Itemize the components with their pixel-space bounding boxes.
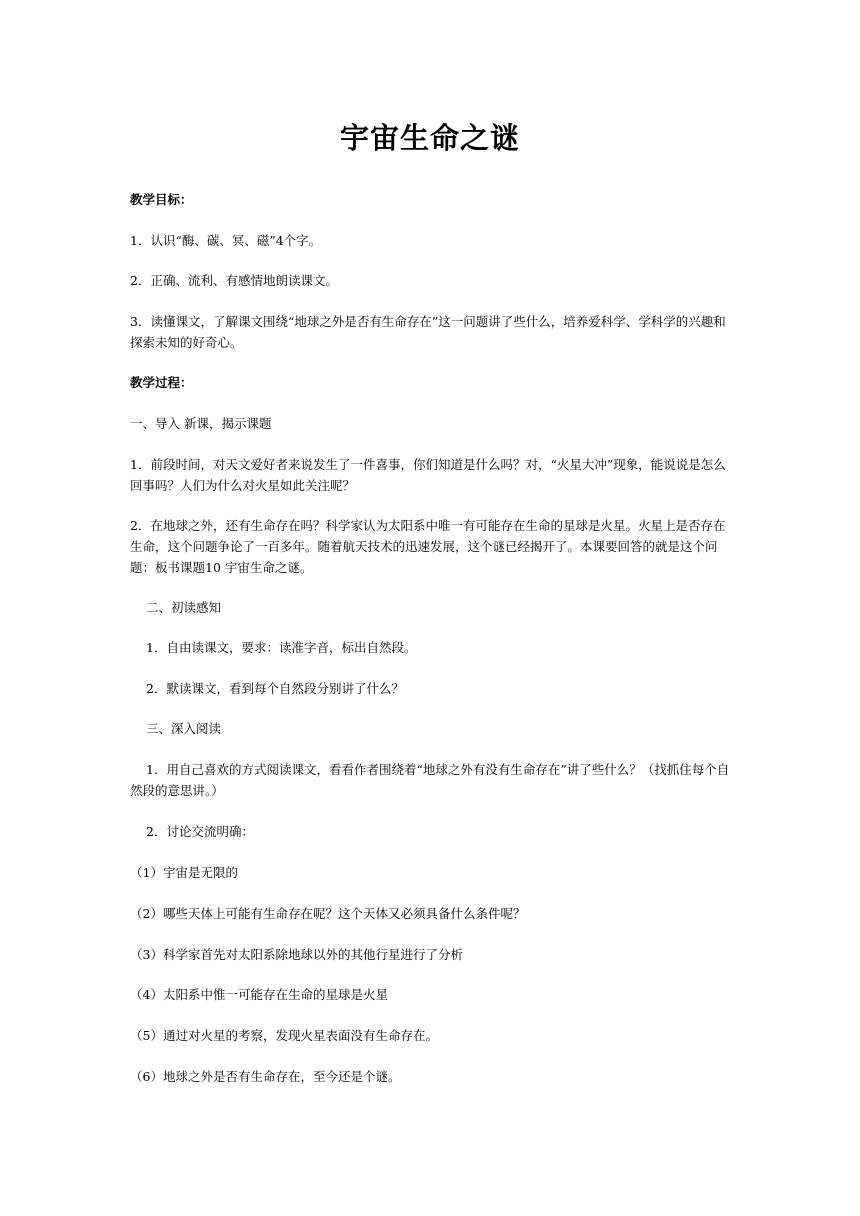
process-paragraph: 1．用自己喜欢的方式阅读课文，看看作者围绕着“地球之外有没有生命存在”讲了些什么？（找抓住每个自然段的意思讲。） (130, 762, 730, 798)
list-item: （5）通过对火星的考察，发现火星表面没有生命存在。 (130, 1028, 438, 1043)
objective-item: 1．认识“酶、碳、冥、磁”4个字。 (130, 233, 322, 248)
process-paragraph: 2．默读课文，看到每个自然段分别讲了什么？ (146, 681, 404, 696)
process-paragraph: 1．自由读课文，要求：读准字音，标出自然段。 (146, 640, 417, 655)
page-title: 宇宙生命之谜 (339, 121, 520, 155)
section-heading: 一、导入 新课，揭示课题 (130, 416, 272, 431)
list-item: （6）地球之外是否有生命存在，至今还是个谜。 (130, 1069, 401, 1084)
process-paragraph: 1．前段时间，对天文爱好者来说发生了一件喜事，你们知道是什么吗？对，“火星大冲”现象，能说说是怎么回事吗？人们为什么对火星如此关注呢？ (130, 457, 726, 493)
process-paragraph: 2．讨论交流明确： (146, 824, 254, 839)
objective-item: 2．正确、流利、有感情地朗读课文。 (130, 273, 338, 288)
section-heading: 二、初读感知 (146, 600, 222, 615)
list-item: （3）科学家首先对太阳系除地球以外的其他行星进行了分析 (130, 947, 463, 962)
objective-item: 3．读懂课文，了解课文围绕“地球之外是否有生命存在”这一问题讲了些什么，培养爱科学、学科学的兴趣和探索未知的好奇心。 (130, 314, 726, 350)
list-item: （2）哪些天体上可能有生命存在呢？这个天体又必须具备什么条件呢？ (130, 906, 526, 921)
process-paragraph: 2．在地球之外，还有生命存在吗？科学家认为太阳系中唯一有可能存在生命的星球是火星。火星上是否存在生命，这个问题争论了一百多年。随着航天技术的迅速发展，这个谜已经揭开了。本课要回答的就是这个问题：板书课题10 宇宙生命之谜。 (130, 518, 726, 575)
section-heading: 三、深入阅读 (146, 721, 222, 736)
objectives-heading: 教学目标： (130, 192, 193, 207)
list-item: （4）太阳系中惟一可能存在生命的星球是火星 (130, 987, 388, 1002)
list-item: （1）宇宙是无限的 (130, 865, 238, 880)
process-heading: 教学过程： (130, 375, 193, 390)
